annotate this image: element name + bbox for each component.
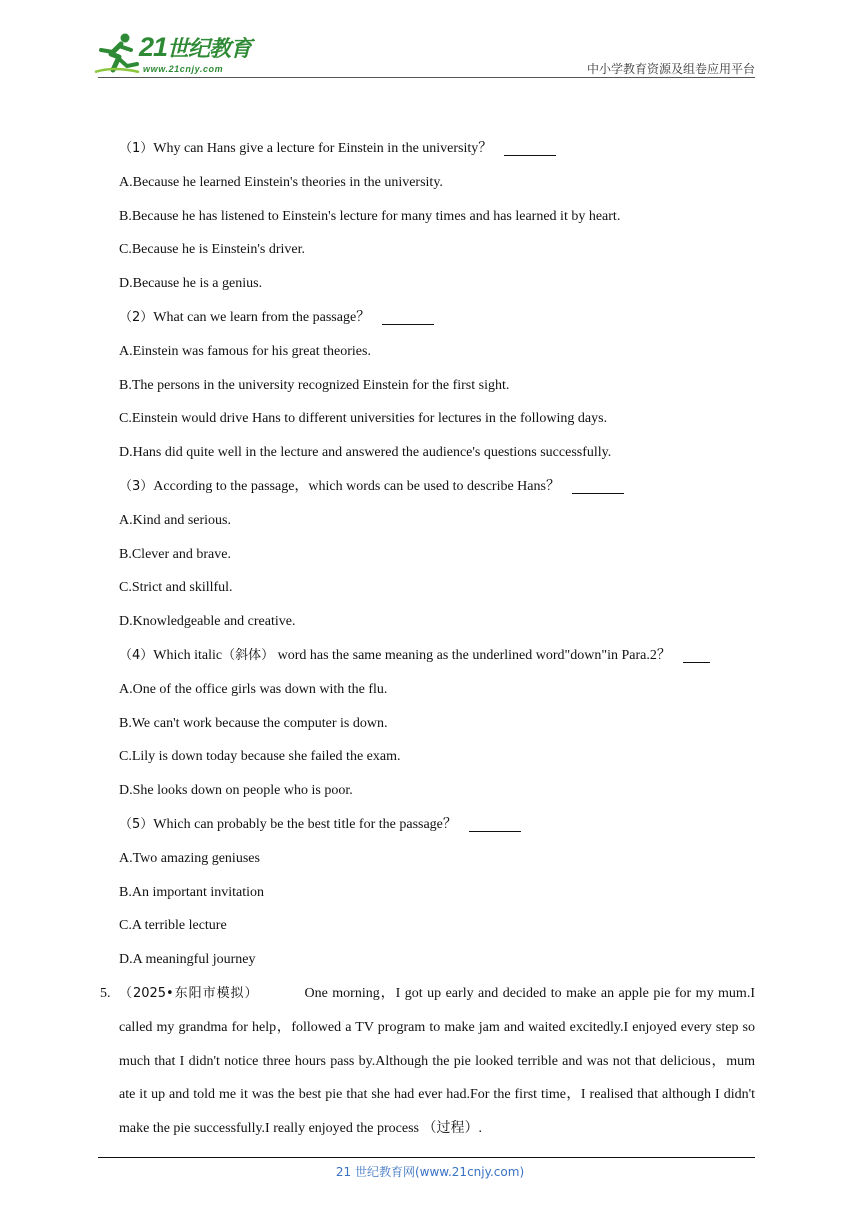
option[interactable]: A.Einstein was famous for his great theories. bbox=[119, 343, 371, 359]
question-number: （4） bbox=[119, 647, 154, 663]
page-footer[interactable]: 21 世纪教育网(www.21cnjy.com) bbox=[335, 1165, 525, 1179]
option[interactable]: C.Because he is Einstein's driver. bbox=[119, 242, 306, 258]
question-number: （2） bbox=[119, 309, 154, 325]
option[interactable]: D.Because he is a genius. bbox=[119, 276, 263, 292]
question-text: Which italic bbox=[153, 647, 223, 663]
option[interactable]: C.Einstein would drive Hans to different universities for lectures in the following days. bbox=[119, 411, 608, 427]
answer-blank[interactable] bbox=[469, 813, 521, 832]
option[interactable]: A.Two amazing geniuses bbox=[119, 850, 260, 866]
option[interactable]: D.Knowledgeable and creative. bbox=[119, 614, 296, 630]
option[interactable]: C.Lily is down today because she failed the exam. bbox=[119, 749, 401, 765]
option[interactable]: D.She looks down on people who is poor. bbox=[119, 783, 353, 799]
option[interactable]: C.Strict and skillful. bbox=[119, 580, 233, 596]
passage-number: 5. bbox=[100, 985, 111, 1001]
logo-title: 21世纪教育 bbox=[139, 32, 252, 62]
site-logo bbox=[93, 32, 258, 78]
question-text-cn: （斜体） bbox=[222, 647, 275, 663]
option[interactable]: A.One of the office girls was down with the flu. bbox=[119, 681, 388, 697]
option[interactable]: B.The persons in the university recognized Einstein for the first sight. bbox=[119, 377, 510, 393]
passage-5 bbox=[0, 977, 860, 1146]
platform-name: 中小学教育资源及组卷应用平台 bbox=[586, 62, 755, 76]
question-number: （5） bbox=[119, 816, 154, 832]
option[interactable]: B.An important invitation bbox=[119, 884, 265, 900]
question-stem bbox=[0, 808, 860, 842]
header-divider bbox=[98, 77, 755, 78]
question-text: According to the passage，which words can be used to describe Hans？ bbox=[153, 478, 560, 494]
answer-blank[interactable] bbox=[683, 644, 710, 663]
passage-source: （2025•东阳市模拟） bbox=[119, 985, 259, 1001]
passage-body: One morning，I got up early and decided to make an apple pie for my mum.I called my grandma for help，followed a TV program to make jam and waited excitedly.I enjoyed every step so much that I didn't notice three hours pass by.Although the pie looked terrible and was not that delicious，mum ate it up and told me it was the best pie that she had ever had.For the first time，I realised that although I didn't make the pie successfully.I really enjoyed the process （过程）. bbox=[119, 985, 755, 1137]
option[interactable]: B.We can't work because the computer is down. bbox=[119, 715, 388, 731]
question-number: （3） bbox=[119, 478, 154, 494]
option[interactable]: B.Because he has listened to Einstein's lecture for many times and has learned it by heart. bbox=[119, 208, 621, 224]
option[interactable]: C.A terrible lecture bbox=[119, 918, 227, 934]
answer-blank[interactable] bbox=[504, 137, 556, 156]
question-number: （1） bbox=[119, 141, 154, 156]
footer-divider bbox=[98, 1157, 755, 1158]
page-header bbox=[0, 0, 860, 80]
option[interactable]: D.A meaningful journey bbox=[119, 952, 256, 968]
logo-url: www.21cnjy.com bbox=[143, 64, 224, 74]
question-text: word has the same meaning as the underlined word"down"in Para.2？ bbox=[274, 647, 671, 663]
runner-logo-icon bbox=[93, 32, 143, 76]
question-stem bbox=[0, 301, 860, 335]
question-text: Which can probably be the best title for the passage？ bbox=[153, 816, 457, 832]
answer-blank[interactable] bbox=[572, 475, 624, 494]
question-text: Why can Hans give a lecture for Einstein in the university？ bbox=[153, 141, 493, 156]
question-content bbox=[0, 132, 860, 1146]
question-text: What can we learn from the passage？ bbox=[153, 309, 371, 325]
question-stem bbox=[0, 132, 860, 166]
option[interactable]: A.Because he learned Einstein's theories in the university. bbox=[119, 174, 443, 190]
option[interactable]: D.Hans did quite well in the lecture and answered the audience's questions successfully. bbox=[119, 445, 612, 461]
question-stem bbox=[0, 470, 860, 504]
passage-text bbox=[119, 977, 755, 1146]
option[interactable]: A.Kind and serious. bbox=[119, 512, 231, 528]
question-stem bbox=[0, 639, 860, 673]
option[interactable]: B.Clever and brave. bbox=[119, 546, 231, 562]
answer-blank[interactable] bbox=[382, 306, 434, 325]
